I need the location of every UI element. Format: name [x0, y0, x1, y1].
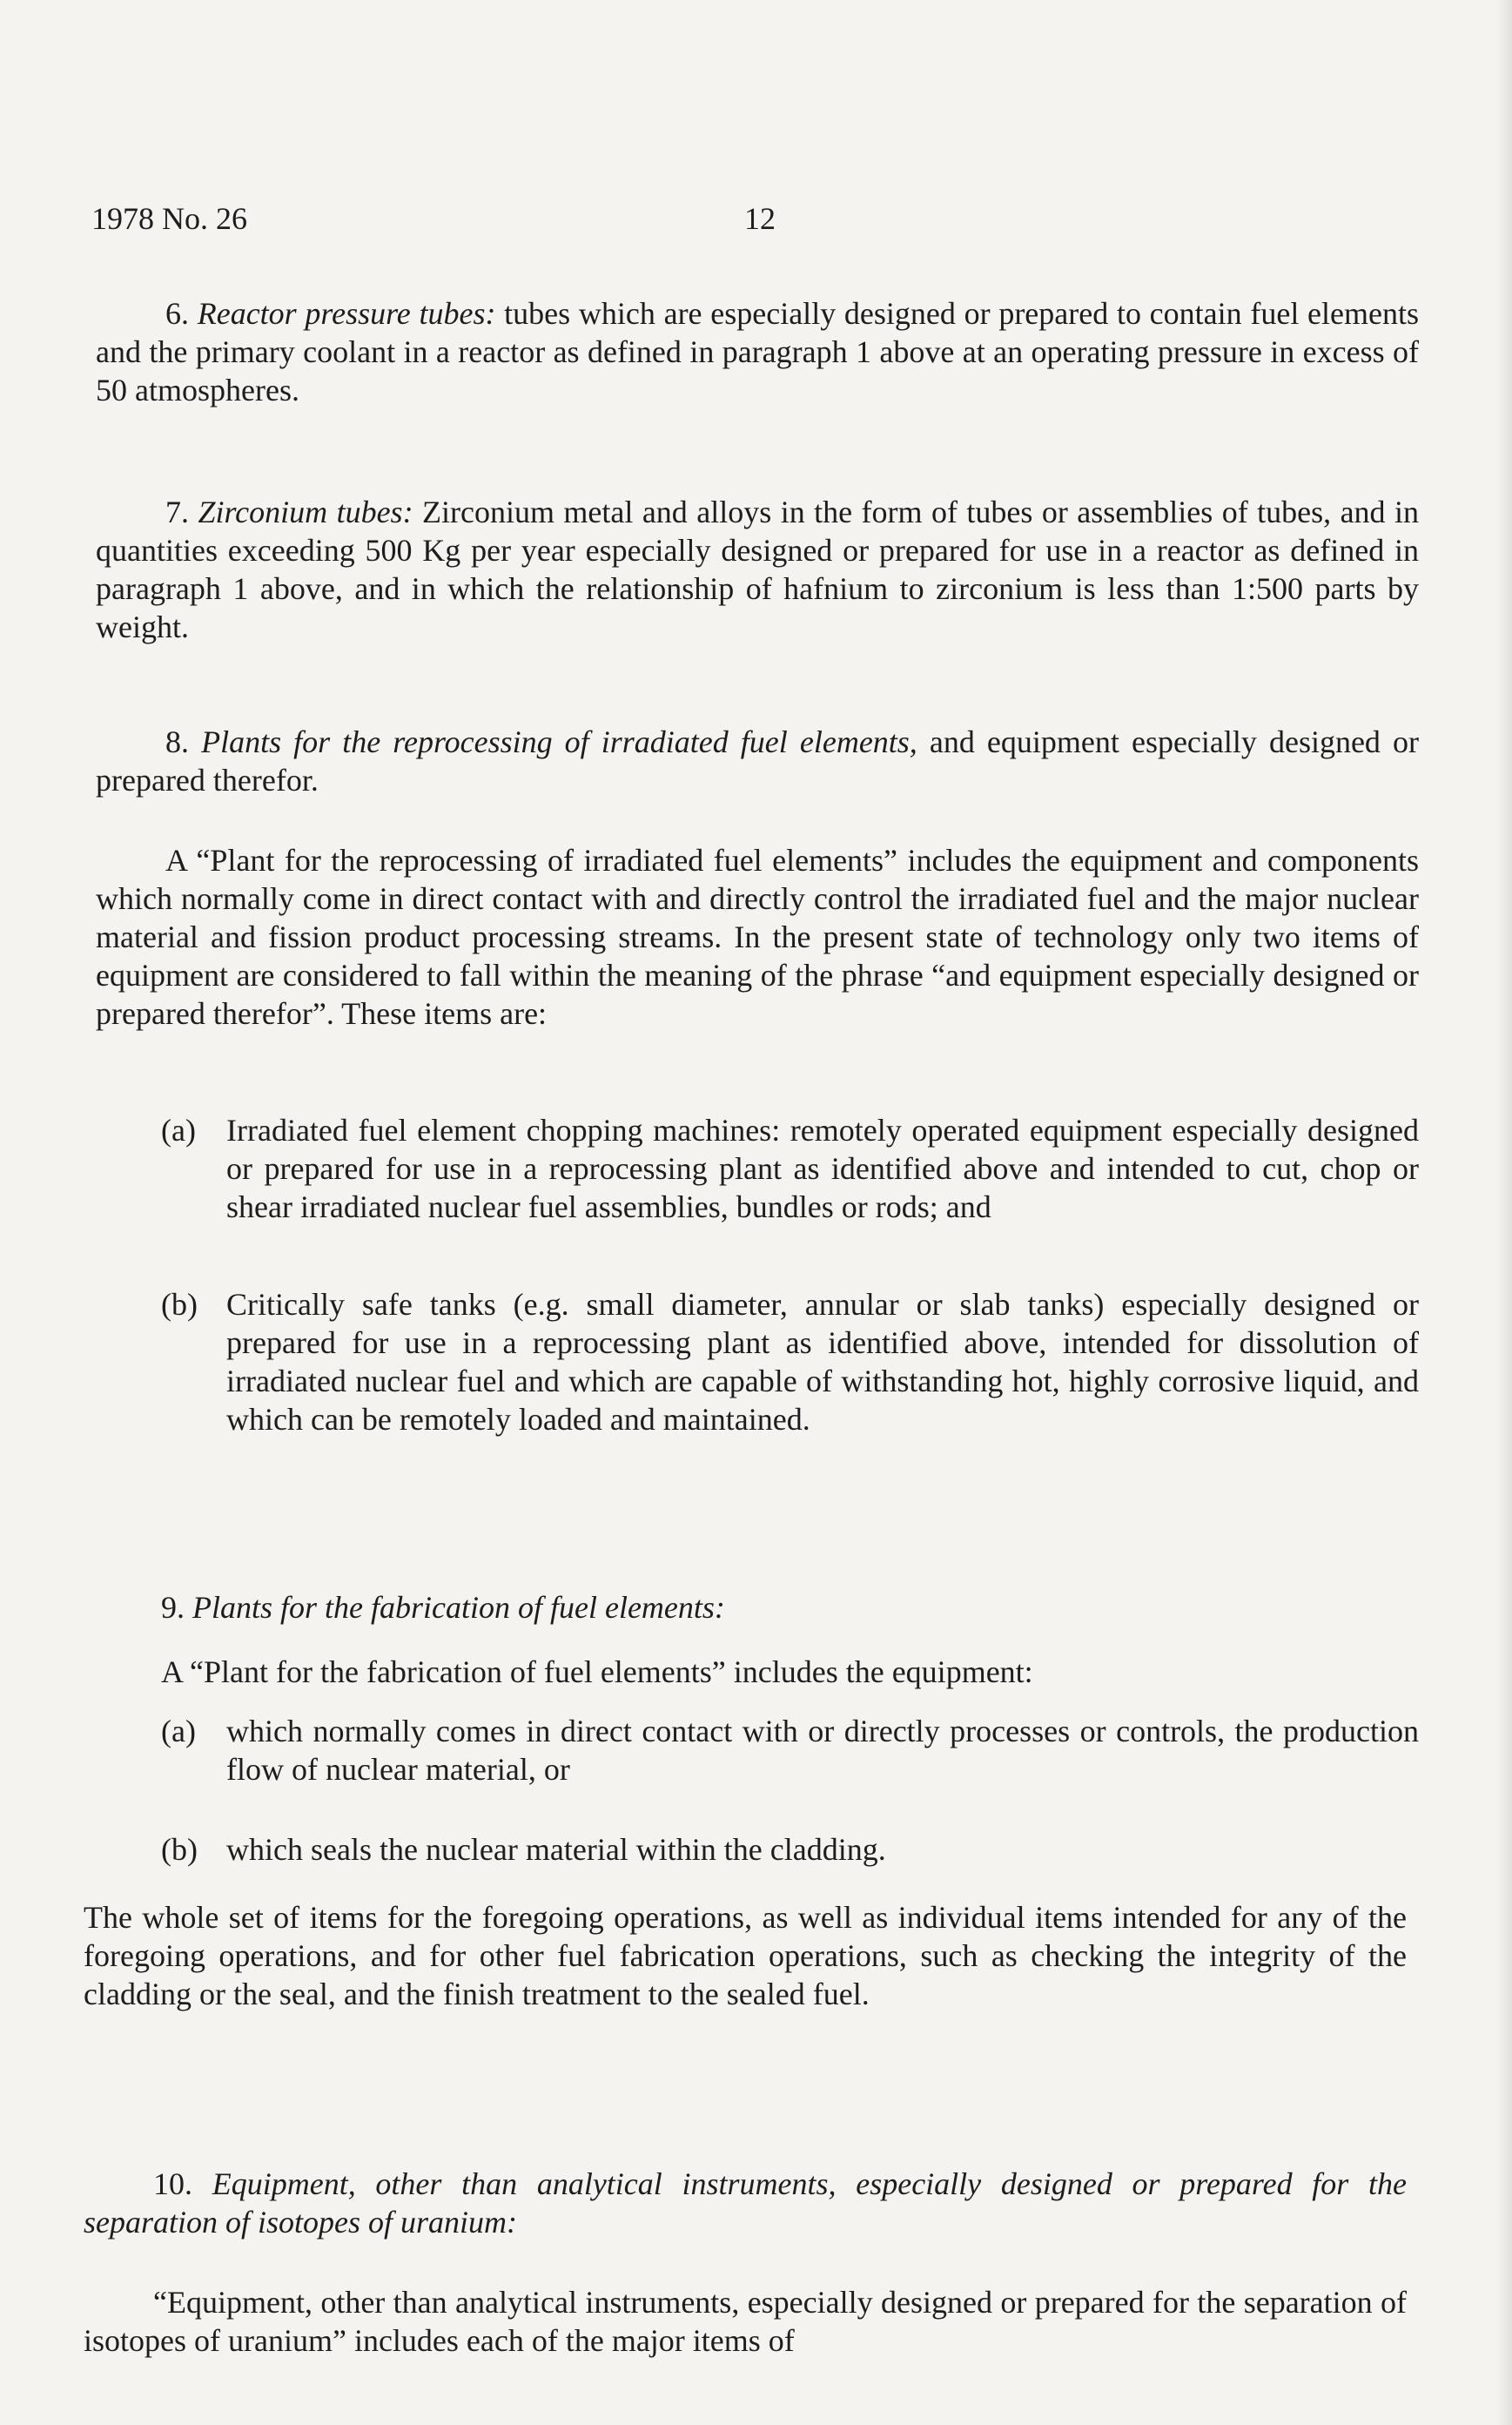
- section-7: [96, 493, 1419, 646]
- item-text: Irradiated fuel element chopping machines: remotely operated equipment especially designed or prepared for use in a reprocessing plant as identified above and intended to cut, chop or shear irradiated nuclear fuel assemblies, bundles or rods; and: [226, 1113, 1419, 1224]
- section-9-heading: Plants for the fabrication of fuel elements:: [192, 1590, 725, 1625]
- section-9-item-b: [96, 1830, 1419, 1869]
- section-7-text: Zirconium metal and alloys in the form of tubes or assemblies of tubes, and in quantities exceeding 500 Kg per year especially designed or prepared for use in a reactor as defined in paragraph 1 above, and in which the relationship of hafnium to zirconium is less than 1:500 parts by weight.: [96, 495, 1420, 644]
- section-6: [96, 294, 1419, 409]
- section-6-heading: Reactor pressure tubes:: [197, 296, 496, 331]
- section-8: [96, 723, 1419, 799]
- item-text: Critically safe tanks (e.g. small diameter, annular or slab tanks) especially designed or prepared for use in a reprocessing plant as identified above, intended for dissolution of irradiated nuclear fuel and which are capable of withstanding hot, highly corrosive liquid, and which can be remotely loaded and maintained.: [226, 1287, 1419, 1437]
- section-8-item-b: [96, 1285, 1419, 1438]
- section-8-paragraph: [96, 841, 1419, 1033]
- section-10: [84, 2165, 1407, 2241]
- citation: 1978 No. 26: [91, 201, 247, 236]
- section-7-heading: Zirconium tubes:: [198, 495, 413, 529]
- section-8-text: and equipment especially designed or prepared therefor.: [96, 724, 1419, 798]
- section-9-paragraph: [96, 1653, 1419, 1691]
- page-number: 12: [744, 201, 776, 236]
- section-9-closing-text: The whole set of items for the foregoing operations, as well as individual items intended for any of the foregoing operations, and for other fuel fabrication operations, such as checking the integrity of the cladding or the seal, and the finish treatment to the sealed fuel.: [84, 1900, 1407, 2011]
- item-text: which normally comes in direct contact with or directly processes or controls, the production flow of nuclear material, or: [226, 1714, 1419, 1787]
- section-10-heading: Equipment, other than analytical instruments, especially designed or prepared for the separation of isotopes of uranium:: [84, 2166, 1407, 2240]
- section-10-number: 10.: [153, 2166, 192, 2201]
- section-9: [96, 1588, 1419, 1627]
- item-marker: (b): [161, 1832, 198, 1867]
- item-marker: (b): [161, 1287, 198, 1322]
- section-9-number: 9.: [161, 1590, 185, 1625]
- item-marker: (a): [161, 1714, 196, 1748]
- section-8-para-text: A “Plant for the reprocessing of irradiated fuel elements” includes the equipment and components which normally come in direct contact with and directly control the irradiated fuel and the major nuclear material and fission product processing streams. In the present state of technology only two items of equipment are considered to fall within the meaning of the phrase “and equipment especially designed or prepared therefor”. These items are:: [96, 843, 1419, 1031]
- section-9-closing: [84, 1898, 1407, 2013]
- section-7-number: 7.: [165, 495, 189, 529]
- section-6-text: tubes which are especially designed or prepared to contain fuel elements and the primary coolant in a reactor as defined in paragraph 1 above at an operating pressure in excess of 50 atmospheres.: [96, 296, 1420, 408]
- page-edge-shadow: [1496, 0, 1512, 2425]
- section-10-para-text: “Equipment, other than analytical instruments, especially designed or prepared for the separation of isotopes of uranium” includes each of the major items of: [84, 2285, 1407, 2358]
- section-10-paragraph: [84, 2283, 1407, 2360]
- section-8-number: 8.: [165, 724, 189, 759]
- item-text: which seals the nuclear material within the cladding.: [226, 1832, 886, 1867]
- section-9-para-text: A “Plant for the fabrication of fuel elements” includes the equipment:: [161, 1654, 1033, 1689]
- section-8-item-a: [96, 1111, 1419, 1226]
- item-marker: (a): [161, 1113, 196, 1148]
- section-9-item-a: [96, 1712, 1419, 1788]
- section-6-number: 6.: [165, 296, 189, 331]
- section-8-heading: Plants for the reprocessing of irradiated fuel elements,: [201, 724, 917, 759]
